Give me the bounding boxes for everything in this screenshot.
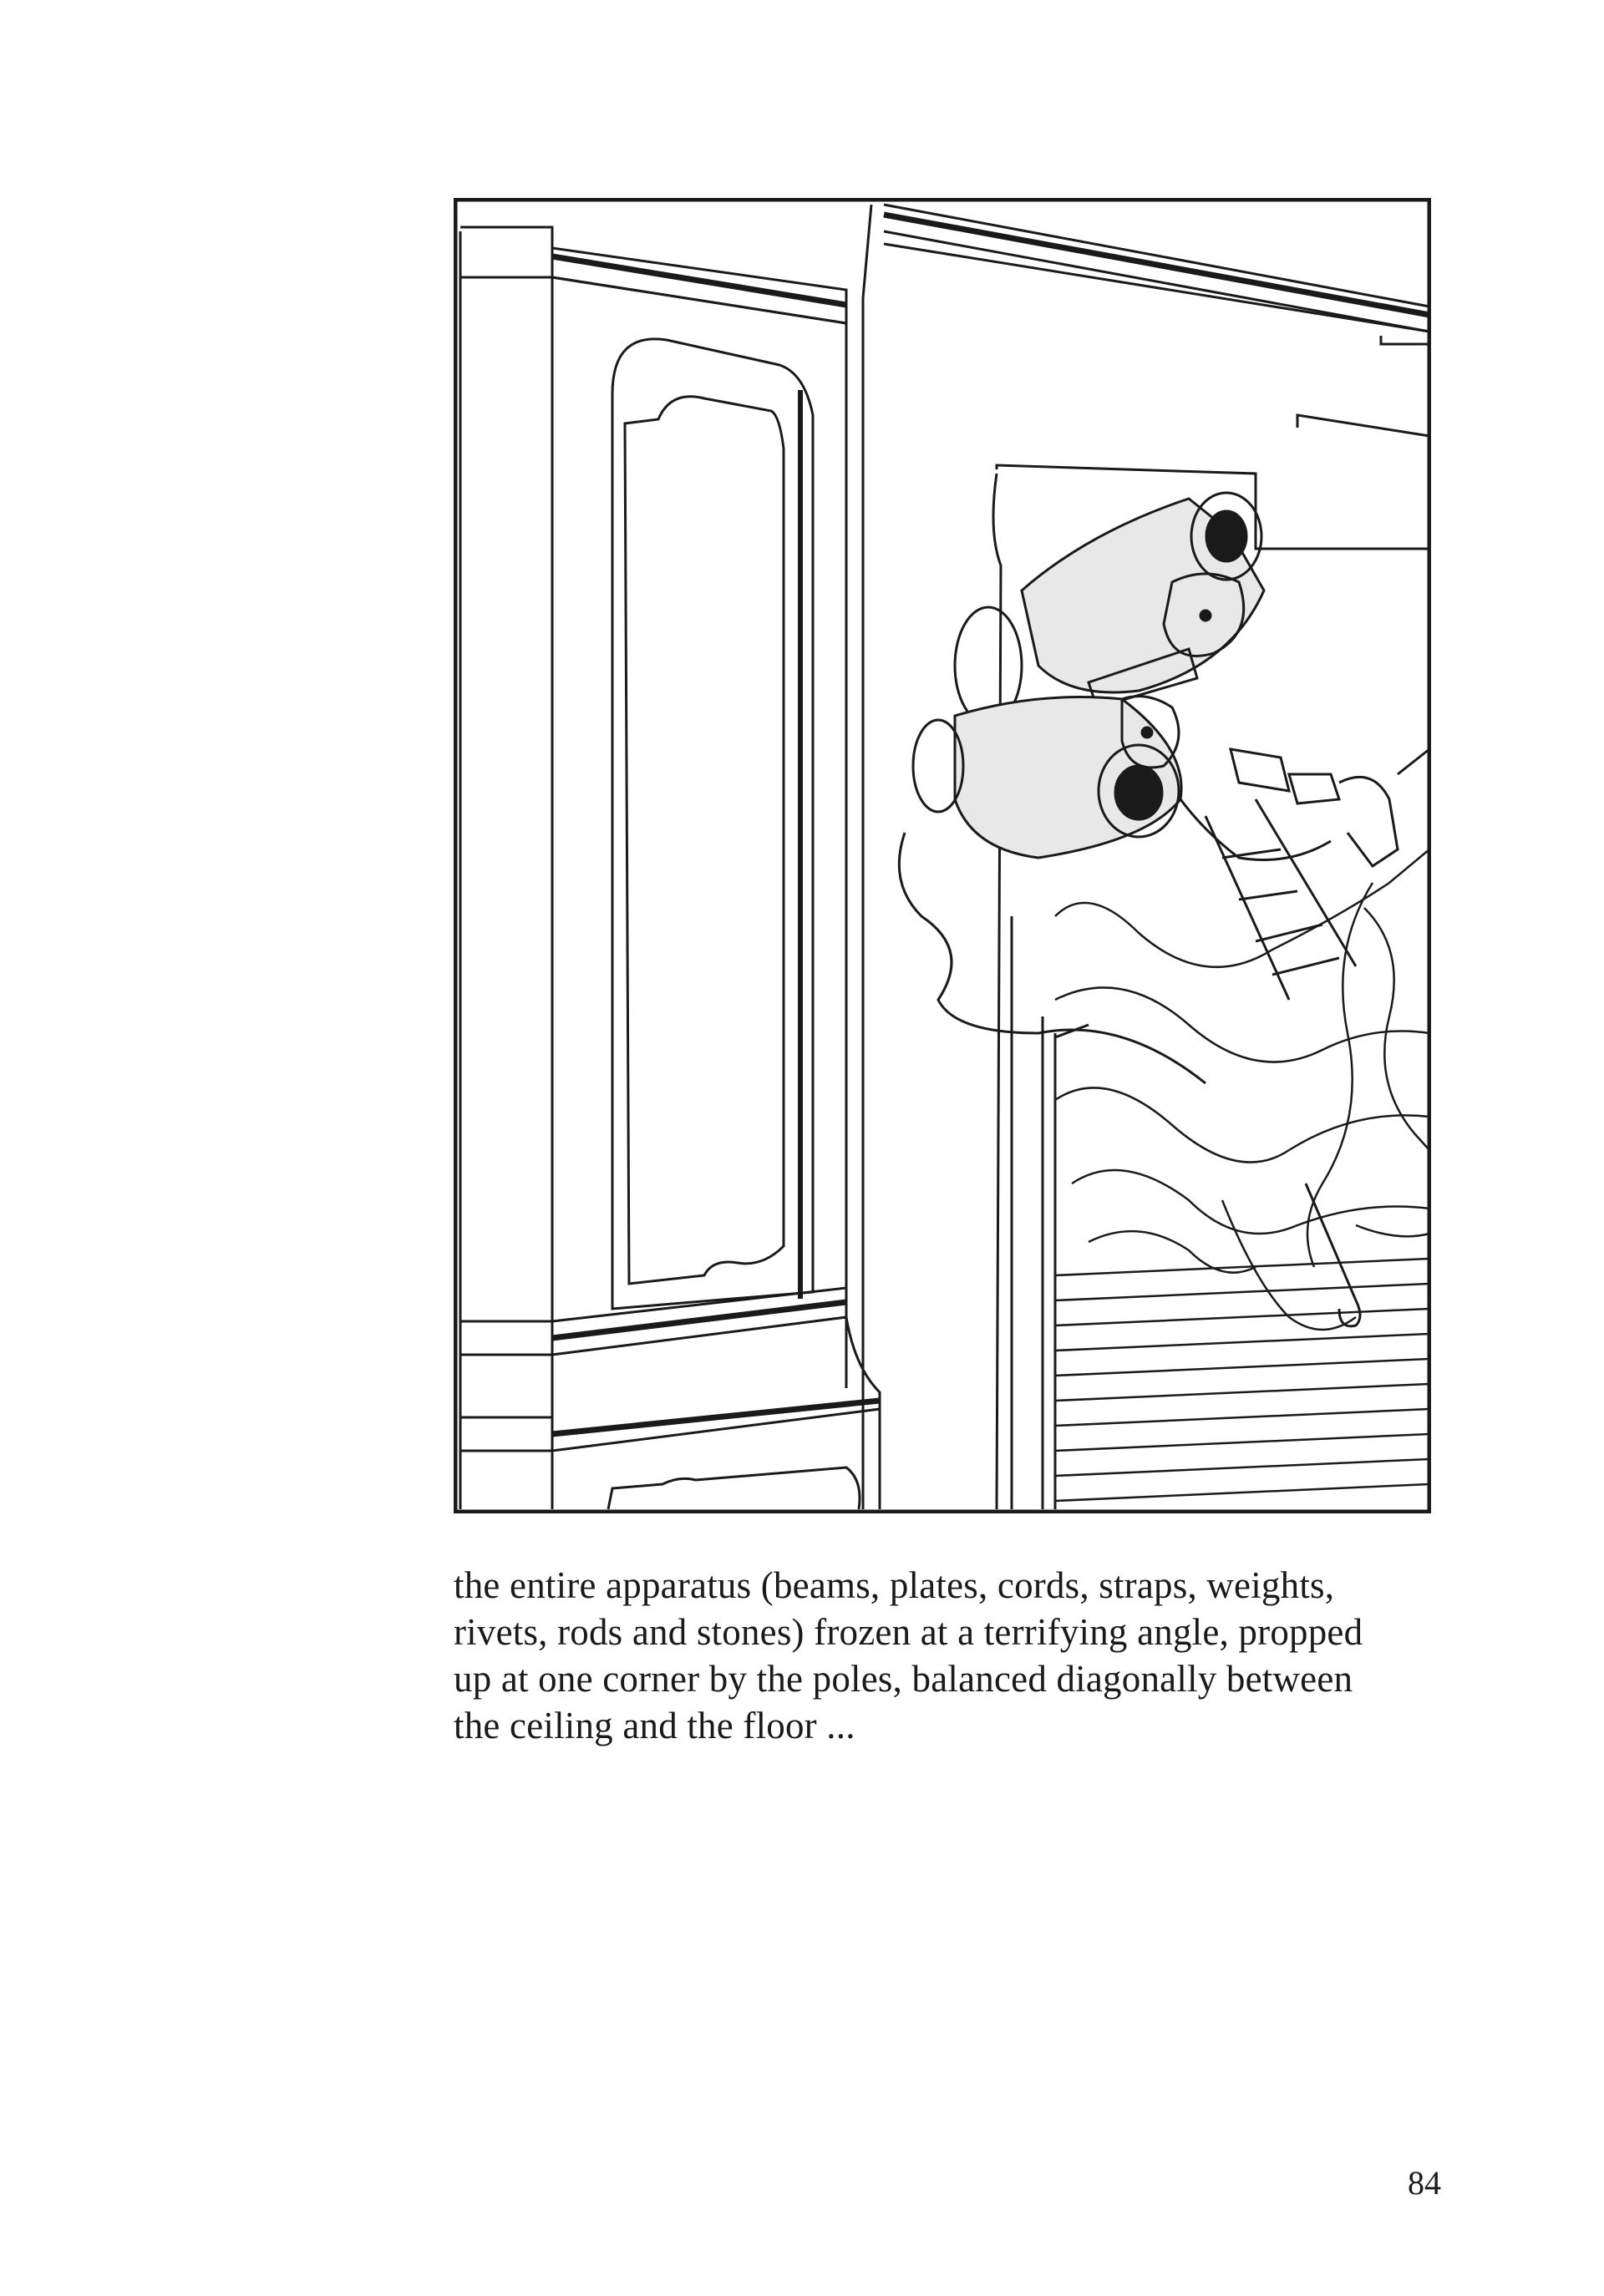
- caption-line: the entire apparatus (beams, plates, cords, straps, weights,: [454, 1564, 1335, 1606]
- wardrobe-panel: [460, 226, 880, 1509]
- caption-line: rivets, rods and stones) frozen at a terrifying angle, propped: [454, 1611, 1363, 1653]
- caption-line: up at one corner by the poles, balanced diagonally between: [454, 1658, 1353, 1700]
- drapery: [1055, 849, 1429, 1330]
- ink-illustration: [454, 198, 1431, 1513]
- caption-line: the ceiling and the floor ...: [454, 1705, 855, 1746]
- caption-text: [454, 1562, 1435, 1749]
- floorboards: [1055, 1259, 1429, 1501]
- page-number: 84: [1408, 2164, 1441, 2202]
- ladder: [1206, 799, 1360, 1326]
